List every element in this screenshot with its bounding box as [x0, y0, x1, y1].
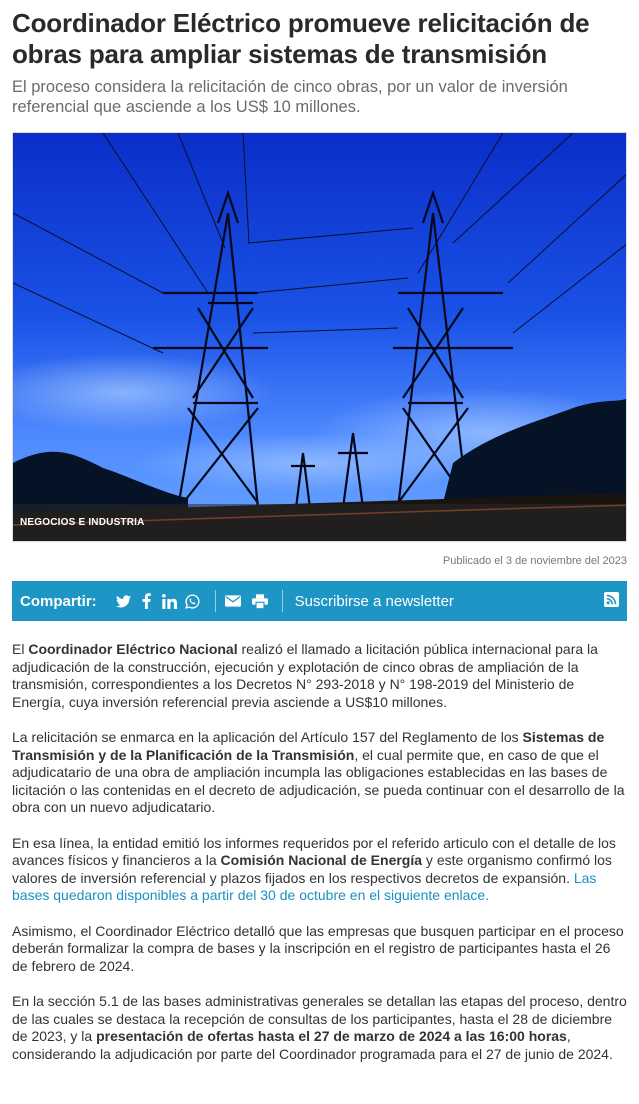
published-date: Publicado el 3 de noviembre del 2023 [442, 555, 627, 567]
paragraph-5: En la sección 5.1 de las bases administrativas generales se detallan las etapas del proceso, dentro de las cuales se destaca la recepción de consultas de los participantes, hasta el 28 de diciembre de 2023, y la presentación de ofertas hasta el 27 de marzo de 2024 a las 16:00 horas, considerando la adjudicación por parte del Coordinador programada para el 27 de junio de 2024. [12, 993, 627, 1062]
rss-icon[interactable] [604, 592, 619, 612]
email-icon[interactable] [224, 592, 242, 610]
paragraph-4: Asimismo, el Coordinador Eléctrico detalló que las empresas que busquen participar en el proceso deberán formalizar la compra de bases y la inscripción en el registro de participantes hasta el 26 de febrero de 2024. [12, 922, 624, 974]
facebook-icon[interactable] [138, 592, 156, 610]
paragraph-3: En esa línea, la entidad emitió los informes requeridos por el referido articulo con el detalle de los avances físicos y financieros a la Comisión Nacional de Energía y este organismo confirmó los valores de inversión referencial y plazos fijados en los respectivos decretos de expansión. Las bases quedaron disponibles a partir del 30 de octubre en el siguiente enlace. [12, 834, 616, 903]
article-subtitle: El proceso considera la relicitación de cinco obras, por un valor de inversión referencial que asciende a los US$ 10 millones. [12, 78, 568, 116]
linkedin-icon[interactable] [161, 592, 179, 610]
category-label[interactable]: NEGOCIOS E INDUSTRIA [20, 517, 145, 528]
print-icon[interactable] [251, 592, 269, 610]
paragraph-1: El Coordinador Eléctrico Nacional realizó el llamado a licitación pública internacional para la adjudicación de la construcción, ejecución y explotación de cinco obras de ampliación de la transmisión, correspondientes a los Decretos N° 293-2018 y N° 198-2019 del Ministerio de Energía, cuya inversión referencial previa asciende a US$10 millones. [12, 641, 598, 710]
article-container [0, 8, 639, 1063]
bases-link[interactable]: Las bases quedaron disponibles a partir del 30 de octubre en el siguiente enlace. [12, 869, 597, 903]
hero-image [12, 132, 627, 542]
paragraph-2: La relicitación se enmarca en la aplicación del Artículo 157 del Reglamento de los Sistemas de Transmisión y de la Planificación de la Transmisión, el cual permite que, en caso de que el adjudicatario de una obra de ampliación incumpla las obligaciones establecidas en las bases de licitación o las contenidas en el decreto de adjudicación, se pueda continuar con el desarrollo de la obra con un nuevo adjudicatario. [12, 729, 625, 815]
article-title: Coordinador Eléctrico promueve relicitación de obras para ampliar sistemas de transmisión [12, 8, 590, 69]
whatsapp-icon[interactable] [184, 592, 202, 610]
share-divider [215, 590, 216, 612]
article-body [12, 641, 627, 1063]
newsletter-link[interactable]: Suscribirse a newsletter [294, 592, 454, 610]
twitter-icon[interactable] [115, 592, 133, 610]
share-bar [12, 581, 627, 621]
share-label: Compartir: [20, 592, 97, 610]
category-tag [13, 504, 626, 541]
share-divider-2 [282, 590, 283, 612]
power-towers-photo [13, 133, 627, 542]
